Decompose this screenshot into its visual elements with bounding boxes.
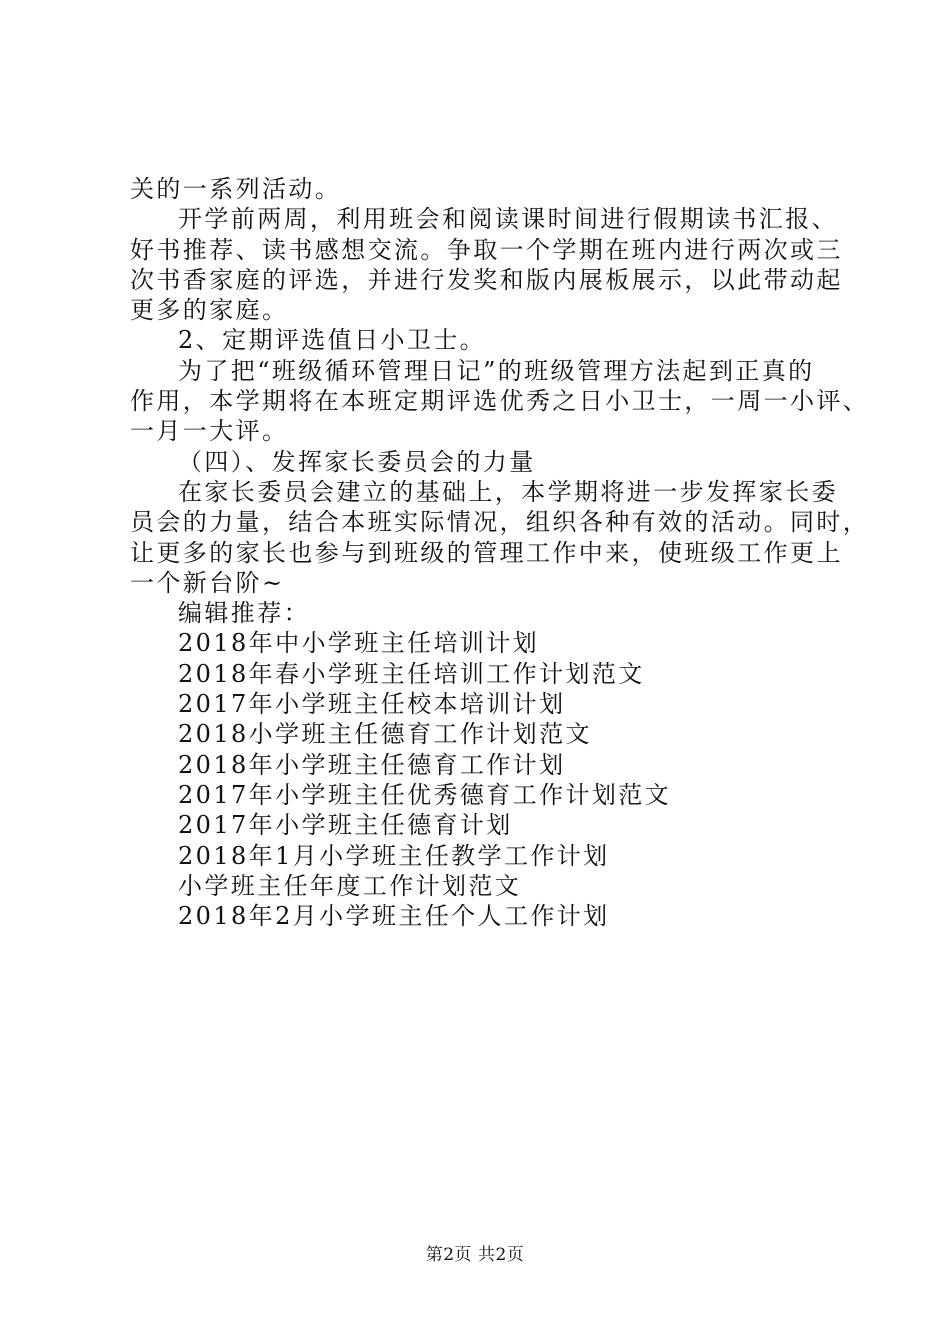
section-heading: 2、定期评选值日小卫士。: [178, 326, 487, 355]
recommend-item[interactable]: 2018小学班主任德育工作计划范文: [178, 720, 592, 749]
recommend-item[interactable]: 2018年1月小学班主任教学工作计划: [178, 841, 610, 870]
paragraph-line: 一个新台阶~: [130, 568, 285, 597]
paragraph-line: 次书香家庭的评选，并进行发奖和版内展板展示，以此带动起: [130, 265, 843, 294]
recommend-item[interactable]: 2018年2月小学班主任个人工作计划: [178, 902, 610, 931]
paragraph-line: 开学前两周，利用班会和阅读课时间进行假期读书汇报、: [178, 205, 838, 234]
recommend-item[interactable]: 2017年小学班主任德育计划: [178, 811, 513, 840]
recommend-item[interactable]: 小学班主任年度工作计划范文: [178, 871, 522, 900]
paragraph-line: 作用，本学期将在本班定期评选优秀之日小卫士，一周一小评、: [130, 387, 870, 416]
paragraph-line: 一月一大评。: [130, 417, 289, 446]
paragraph-line: 让更多的家长也参与到班级的管理工作中来，使班级工作更上: [130, 538, 843, 567]
paragraph-line: 为了把“班级循环管理日记”的班级管理方法起到正真的: [178, 356, 815, 385]
recommend-item[interactable]: 2017年小学班主任优秀德育工作计划范文: [178, 780, 672, 809]
recommend-heading: 编辑推荐：: [178, 599, 310, 628]
document-body: [130, 174, 870, 931]
recommend-item[interactable]: 2017年小学班主任校本培训计划: [178, 690, 566, 719]
paragraph-line: 在家长委员会建立的基础上，本学期将进一步发挥家长委: [178, 477, 838, 506]
recommend-item[interactable]: 2018年春小学班主任培训工作计划范文: [178, 659, 645, 688]
paragraph-line: 更多的家庭。: [130, 296, 289, 325]
paragraph-line: 关的一系列活动。: [130, 175, 342, 203]
recommend-item[interactable]: 2018年小学班主任德育工作计划: [178, 750, 566, 779]
paragraph-line: 员会的力量，结合本班实际情况，组织各种有效的活动。同时，: [130, 508, 870, 537]
page-number-footer: 第2页 共2页: [425, 1245, 525, 1265]
recommend-item[interactable]: 2018年中小学班主任培训计划: [178, 629, 540, 658]
paragraph-line: 好书推荐、读书感想交流。争取一个学期在班内进行两次或三: [130, 235, 843, 264]
section-heading: （四）、发挥家长委员会的力量: [178, 447, 536, 476]
